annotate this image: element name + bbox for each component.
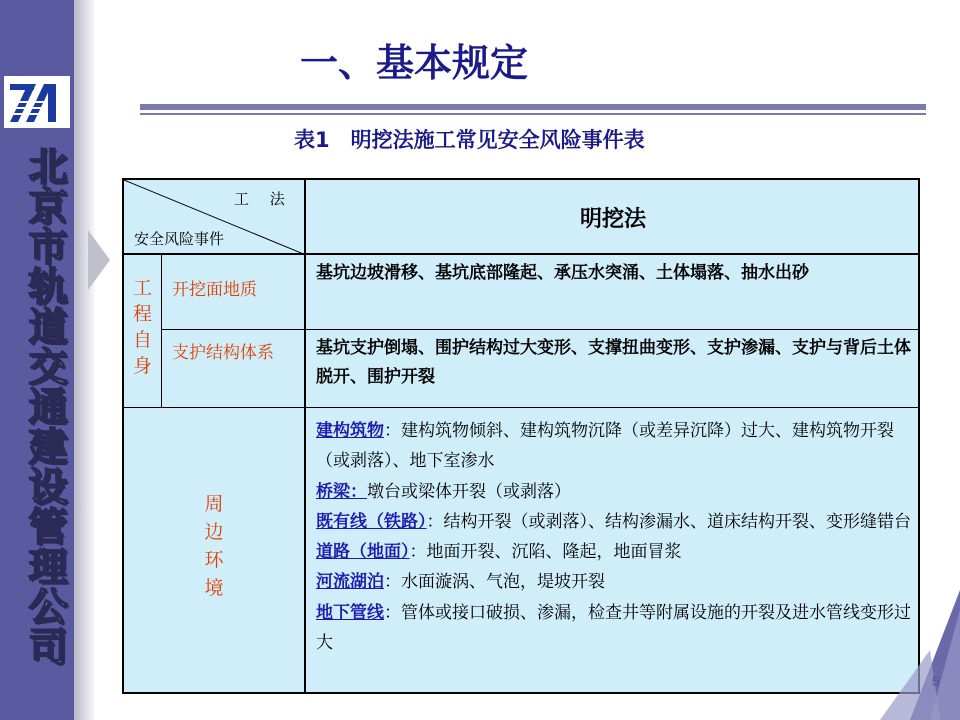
chevron-right-icon (88, 230, 110, 290)
env-item-railway: 既有线（铁路）：结构开裂（或剥落）、结构渗漏水、道床结构开裂、变形缝错台 (316, 511, 911, 532)
corner-decoration (880, 590, 960, 720)
page-title: 一、基本规定 (300, 41, 529, 85)
header-event-label: 安全风险事件 (134, 230, 225, 248)
header-method-cell (308, 180, 918, 255)
content-support: 基坑支护倒塌、围护结构过大变形、支撑扭曲变形、支护渗漏、支护与背后土体脱开、围护开裂 (316, 338, 911, 387)
sidebar-shadow (74, 0, 96, 720)
group-label-engineering: 工程自身 (133, 277, 153, 377)
header-method-label: 工 法 (234, 190, 293, 208)
method-name: 明挖法 (579, 207, 646, 232)
group-label-environment: 周边环境 (204, 493, 224, 599)
content-geology: 基坑边坡滑移、基坑底部隆起、承压水突涌、土体塌落、抽水出砂 (316, 263, 809, 283)
company-logo (4, 76, 70, 128)
title-divider (140, 104, 926, 110)
table-caption: 表1 明挖法施工常见安全风险事件表 (294, 128, 645, 152)
env-item-bridges: 桥梁：墩台或梁体开裂（或剥落） (316, 481, 571, 502)
sub-label-support: 支护结构体系 (172, 343, 274, 363)
risk-table (122, 178, 920, 694)
env-item-pipelines: 地下管线：管体或接口破损、渗漏，检查井等附属设施的开裂及进水管线变形过大 (316, 602, 911, 654)
env-item-rivers: 河流湖泊：水面漩涡、气泡，堤坡开裂 (316, 572, 605, 593)
env-item-roads: 道路（地面）：地面开裂、沉陷、隆起，地面冒浆 (316, 542, 682, 563)
sub-label-geology: 开挖面地质 (172, 280, 257, 300)
env-item-buildings: 建构筑物：建构筑物倾斜、建构筑物沉降（或差异沉降）过大、建构筑物开裂（或剥落）、地下室渗水 (316, 421, 894, 472)
content-environment (306, 408, 918, 692)
company-name: 北京市轨道交通建设管理公司 (22, 146, 67, 666)
page-number: 5 (932, 673, 940, 689)
header-corner-cell (124, 180, 306, 255)
title-divider-thin (140, 113, 926, 115)
